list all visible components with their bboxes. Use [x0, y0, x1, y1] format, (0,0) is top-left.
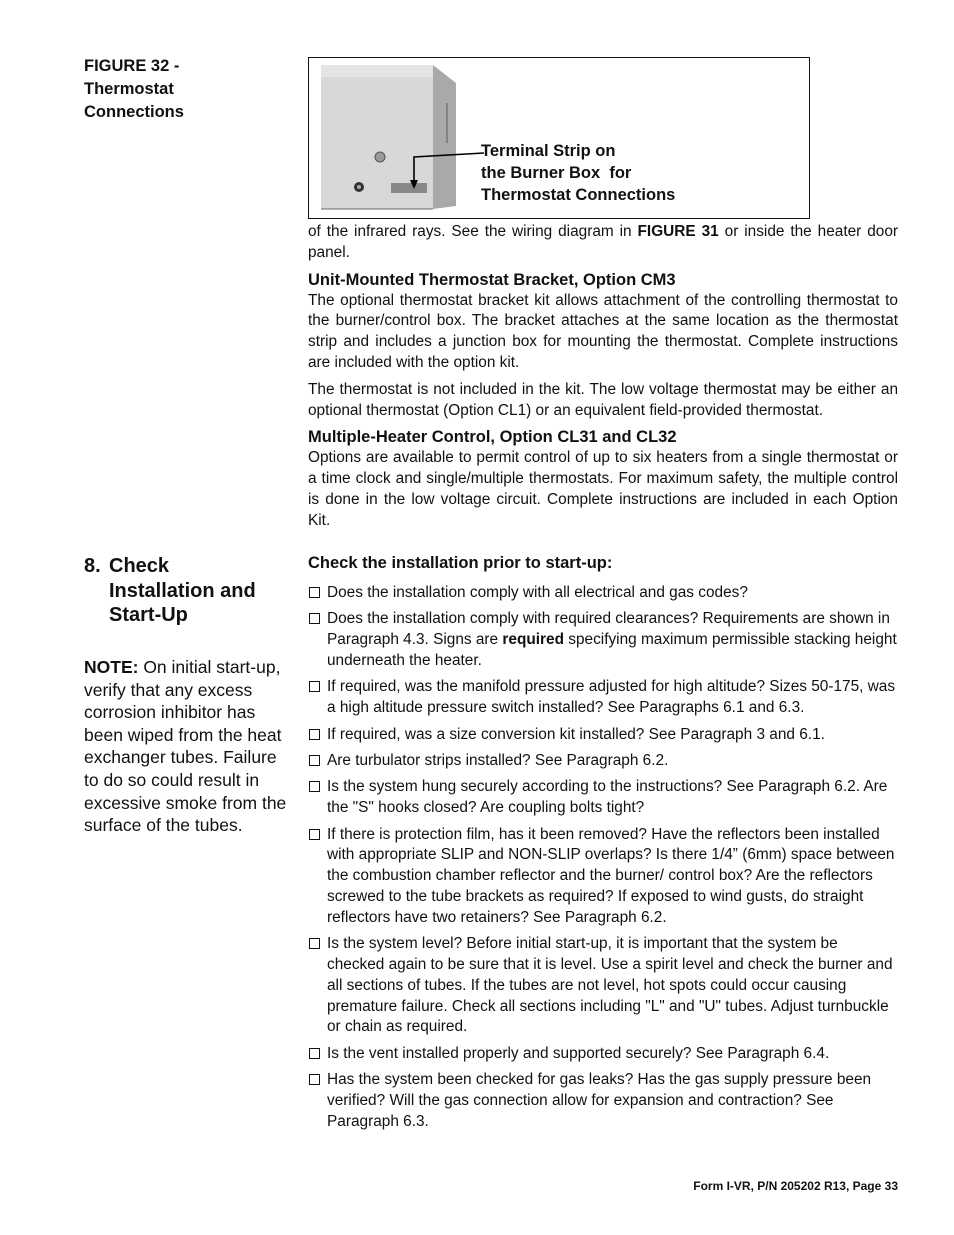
- item-text: Are turbulator strips installed? See Paragraph 6.2.: [327, 751, 669, 769]
- title-line: Check: [109, 555, 170, 577]
- paragraph-cm3-1: The optional thermostat bracket kit allows attachment of the controlling thermostat to the burner/control box. The bracket attaches at the same location as the thermostat strip and includes a junction box for mounting the thermostat. Complete instructions are included with the option kit.: [308, 291, 898, 371]
- figure-ref: FIGURE 31: [637, 223, 719, 240]
- startup-note: [84, 656, 289, 837]
- checkbox[interactable]: [309, 681, 320, 692]
- checklist-item: [308, 934, 898, 1038]
- item-bold: required: [502, 631, 564, 649]
- caption-line: Thermostat: [84, 80, 174, 98]
- text: or inside the heater door panel.: [308, 223, 899, 261]
- item-text: Has the system been checked for gas leaks? Has the gas supply pressure been verified? Will the gas connection allow for expansion and contraction? See Paragraph 6.3.: [327, 1071, 872, 1130]
- intro-paragraph: [308, 222, 898, 264]
- item-text: Is the system level? Before initial start-up, it is important that the system be checked again to be sure that it is level. Use a spirit level and check the burner and all sections of tubes. If the tubes are not level, hot spots could occur causing premature failure. Check all sections including "L" and "U" tubes. Adjust turnbuckle or chain as required.: [327, 935, 893, 1036]
- item-text: If there is protection film, has it been removed? Have the reflectors been installed with appropriate SLIP and NON-SLIP overlaps? Is there 1/4” (6mm) space between the combustion chamber reflector and the burner/ control box? Are the reflectors screwed to the tube brackets as required? If exposed to wind gusts, do straight reflectors have two retainers? See Paragraph 6.2.: [327, 825, 895, 926]
- checkbox[interactable]: [309, 1048, 320, 1059]
- item-text: Does the installation comply with all electrical and gas codes?: [327, 584, 748, 601]
- item-text: Does the installation comply with required clearances? Requirements are shown in Paragraph 4.3. Signs are: [327, 610, 890, 649]
- checklist-item: [308, 583, 898, 604]
- callout-line: the Burner Box for: [481, 164, 632, 182]
- heading-cm3: Unit-Mounted Thermostat Bracket, Option CM3: [308, 270, 676, 289]
- item-text: If required, was a size conversion kit installed? See Paragraph 3 and 6.1.: [327, 725, 825, 743]
- title-line: Installation and: [109, 579, 256, 602]
- checkbox[interactable]: [309, 1074, 320, 1085]
- item-text: Is the vent installed properly and supported securely? See Paragraph 6.4.: [327, 1044, 830, 1062]
- checklist-item: [308, 725, 898, 746]
- arrow-icon: [399, 140, 484, 190]
- checklist-item: [308, 677, 898, 719]
- text: of the infrared rays. See the wiring diagram in: [308, 223, 638, 240]
- checkbox[interactable]: [309, 755, 320, 766]
- figure-32-box: [308, 57, 810, 219]
- checkbox[interactable]: [309, 938, 320, 949]
- checklist-heading: Check the installation prior to start-up:: [308, 554, 613, 572]
- item-text: specifying maximum permissible stacking height underneath the heater.: [327, 631, 897, 669]
- checklist-item: [308, 825, 898, 929]
- checklist-item: [308, 777, 898, 819]
- item-text: Is the system hung securely according to the instructions? See Paragraph 6.2. Are the "S" hooks closed? Are coupling bolts tight?: [327, 778, 888, 817]
- heading-cl31: Multiple-Heater Control, Option CL31 and CL32: [308, 428, 677, 447]
- checkbox[interactable]: [309, 781, 320, 792]
- figure-caption: [84, 55, 289, 124]
- checklist-item: [308, 751, 898, 772]
- caption-line: Connections: [84, 103, 184, 121]
- callout-line: Thermostat Connections: [481, 186, 676, 204]
- checkbox[interactable]: [309, 829, 320, 840]
- main-body: [308, 222, 898, 538]
- caption-line: FIGURE 32 -: [84, 57, 180, 75]
- title-line: Start-Up: [109, 604, 188, 626]
- paragraph-cm3-2: The thermostat is not included in the kit. The low voltage thermostat may be either an optional thermostat (Option CL1) or an equivalent field-provided thermostat.: [308, 380, 898, 419]
- note-text: On initial start-up, verify that any excess corrosion inhibitor has been wiped from the heat exchanger tubes. Failure to do so could result in excessive smoke from the surface of the tubes.: [84, 657, 287, 836]
- item-text: If required, was the manifold pressure adjusted for high altitude? Sizes 50-175, was a high altitude pressure switch installed? See Paragraphs 6.1 and 6.3.: [327, 678, 896, 717]
- checkbox[interactable]: [309, 587, 320, 598]
- note-label: NOTE:: [84, 657, 139, 677]
- page-footer: Form I-VR, P/N 205202 R13, Page 33: [693, 1179, 898, 1193]
- checklist-item: [308, 1044, 898, 1065]
- paragraph-cl31: Options are available to permit control of up to six heaters from a single thermostat or a time clock and single/multiple thermostats. For maximum safety, the multiple control is done in the low voltage circuit. Complete instructions are included in each Option Kit.: [308, 449, 898, 529]
- section-number: 8.: [84, 555, 101, 577]
- checklist-item: [308, 609, 898, 671]
- checklist-item: [308, 1070, 898, 1132]
- startup-checklist: [308, 583, 898, 1138]
- figure-callout: [481, 140, 675, 206]
- callout-line: Terminal Strip on: [481, 142, 616, 160]
- checkbox[interactable]: [309, 729, 320, 740]
- section-heading: [84, 554, 289, 628]
- checkbox[interactable]: [309, 613, 320, 624]
